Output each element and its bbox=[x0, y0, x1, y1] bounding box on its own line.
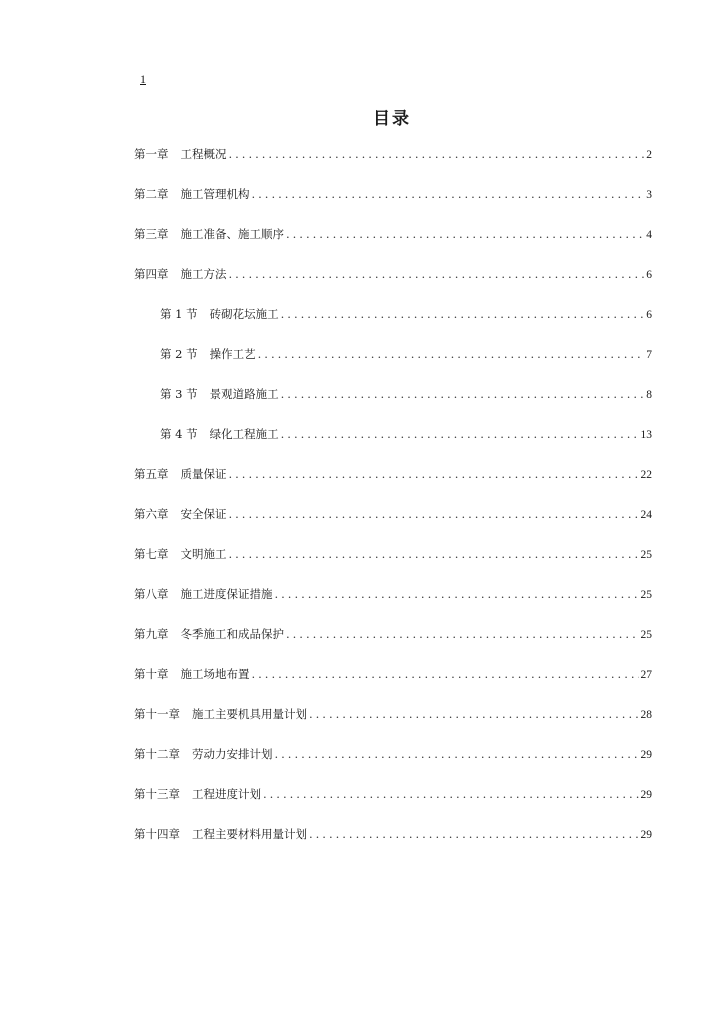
toc-entry-text: 施工场地布置 bbox=[180, 667, 250, 681]
toc-dot-leader bbox=[286, 227, 644, 241]
toc-entry-text: 砖砌花坛施工 bbox=[209, 307, 279, 321]
toc-entry[interactable] bbox=[134, 626, 652, 666]
toc-dot-leader bbox=[275, 587, 639, 601]
toc-entry-text: 质量保证 bbox=[180, 467, 227, 481]
toc-entry-page: 2 bbox=[646, 149, 652, 161]
toc-entry-page: 13 bbox=[640, 429, 652, 441]
toc-dot-leader bbox=[229, 147, 645, 161]
toc-entry[interactable] bbox=[134, 146, 652, 186]
toc-dot-leader bbox=[281, 427, 639, 441]
toc-entry[interactable] bbox=[134, 186, 652, 226]
toc-entry[interactable] bbox=[134, 786, 652, 826]
toc-dot-leader bbox=[229, 547, 639, 561]
toc-entry[interactable] bbox=[134, 706, 652, 746]
toc-entry-label: 第 2 节 bbox=[160, 347, 198, 361]
toc-title: 目录 bbox=[373, 109, 411, 129]
toc-entry-label: 第五章 bbox=[134, 467, 169, 481]
toc-entry[interactable] bbox=[134, 306, 652, 346]
toc-entry-text: 施工进度保证措施 bbox=[180, 587, 273, 601]
toc-entry-page: 25 bbox=[640, 629, 652, 641]
toc-entry[interactable] bbox=[134, 586, 652, 626]
toc-entry-label: 第十章 bbox=[134, 667, 169, 681]
toc-entry-text: 冬季施工和成品保护 bbox=[180, 627, 284, 641]
toc-entry-label: 第十四章 bbox=[134, 827, 180, 841]
toc-entry-page: 29 bbox=[640, 789, 652, 801]
toc-entry-label: 第六章 bbox=[134, 507, 169, 521]
toc-entry-page: 6 bbox=[646, 309, 652, 321]
toc-dot-leader bbox=[252, 187, 645, 201]
toc-entry-page: 3 bbox=[646, 189, 652, 201]
toc-entry[interactable] bbox=[134, 426, 652, 466]
toc-entry[interactable] bbox=[134, 506, 652, 546]
toc-entry-page: 25 bbox=[640, 589, 652, 601]
toc-dot-leader bbox=[281, 387, 645, 401]
toc-entry-text: 工程主要材料用量计划 bbox=[192, 827, 307, 841]
toc-entry-text: 施工管理机构 bbox=[180, 187, 250, 201]
toc-entry-page: 27 bbox=[640, 669, 652, 681]
toc-dot-leader bbox=[258, 347, 645, 361]
toc-entry[interactable] bbox=[134, 386, 652, 426]
toc-entry-label: 第七章 bbox=[134, 547, 169, 561]
toc-entry-label: 第三章 bbox=[134, 227, 169, 241]
toc-dot-leader bbox=[309, 707, 639, 721]
toc-entry-text: 绿化工程施工 bbox=[209, 427, 279, 441]
toc-entry-label: 第九章 bbox=[134, 627, 169, 641]
toc-entry-text: 文明施工 bbox=[180, 547, 227, 561]
toc-entry-page: 8 bbox=[646, 389, 652, 401]
toc-entry-label: 第十二章 bbox=[134, 747, 180, 761]
toc-dot-leader bbox=[229, 467, 639, 481]
toc-dot-leader bbox=[286, 627, 639, 641]
toc-entry-label: 第十一章 bbox=[134, 707, 180, 721]
toc-entry[interactable] bbox=[134, 266, 652, 306]
toc-entry-text: 施工主要机具用量计划 bbox=[192, 707, 307, 721]
toc-entry-label: 第八章 bbox=[134, 587, 169, 601]
toc-entry-page: 6 bbox=[646, 269, 652, 281]
toc-entry-page: 29 bbox=[640, 749, 652, 761]
toc-dot-leader bbox=[281, 307, 645, 321]
toc-entry-text: 施工准备、施工顺序 bbox=[180, 227, 284, 241]
toc-entry-text: 施工方法 bbox=[180, 267, 227, 281]
toc-entry[interactable] bbox=[134, 666, 652, 706]
toc-dot-leader bbox=[229, 507, 639, 521]
table-of-contents bbox=[134, 146, 652, 866]
toc-entry-label: 第二章 bbox=[134, 187, 169, 201]
toc-entry-page: 24 bbox=[640, 509, 652, 521]
toc-entry[interactable] bbox=[134, 826, 652, 866]
toc-entry-label: 第一章 bbox=[134, 147, 169, 161]
toc-entry-page: 25 bbox=[640, 549, 652, 561]
toc-entry[interactable] bbox=[134, 226, 652, 266]
toc-entry-label: 第四章 bbox=[134, 267, 169, 281]
toc-entry-page: 22 bbox=[640, 469, 652, 481]
toc-dot-leader bbox=[309, 827, 639, 841]
toc-dot-leader bbox=[252, 667, 639, 681]
toc-entry-label: 第 3 节 bbox=[160, 387, 198, 401]
toc-entry-text: 工程进度计划 bbox=[192, 787, 261, 801]
toc-entry-text: 劳动力安排计划 bbox=[192, 747, 273, 761]
toc-entry[interactable] bbox=[134, 546, 652, 586]
toc-entry[interactable] bbox=[134, 346, 652, 386]
toc-dot-leader bbox=[275, 747, 639, 761]
toc-entry-label: 第 1 节 bbox=[160, 307, 198, 321]
toc-entry[interactable] bbox=[134, 466, 652, 506]
toc-entry-text: 工程概况 bbox=[180, 147, 227, 161]
toc-entry-text: 安全保证 bbox=[180, 507, 227, 521]
toc-entry-text: 操作工艺 bbox=[209, 347, 256, 361]
toc-dot-leader bbox=[263, 787, 639, 801]
toc-dot-leader bbox=[229, 267, 645, 281]
toc-entry-page: 29 bbox=[640, 829, 652, 841]
page-number: 1 bbox=[140, 72, 146, 86]
toc-entry-page: 4 bbox=[646, 229, 652, 241]
toc-entry-page: 7 bbox=[646, 349, 652, 361]
toc-entry-text: 景观道路施工 bbox=[209, 387, 279, 401]
toc-entry[interactable] bbox=[134, 746, 652, 786]
toc-entry-page: 28 bbox=[640, 709, 652, 721]
toc-entry-label: 第十三章 bbox=[134, 787, 180, 801]
toc-entry-label: 第 4 节 bbox=[160, 427, 198, 441]
